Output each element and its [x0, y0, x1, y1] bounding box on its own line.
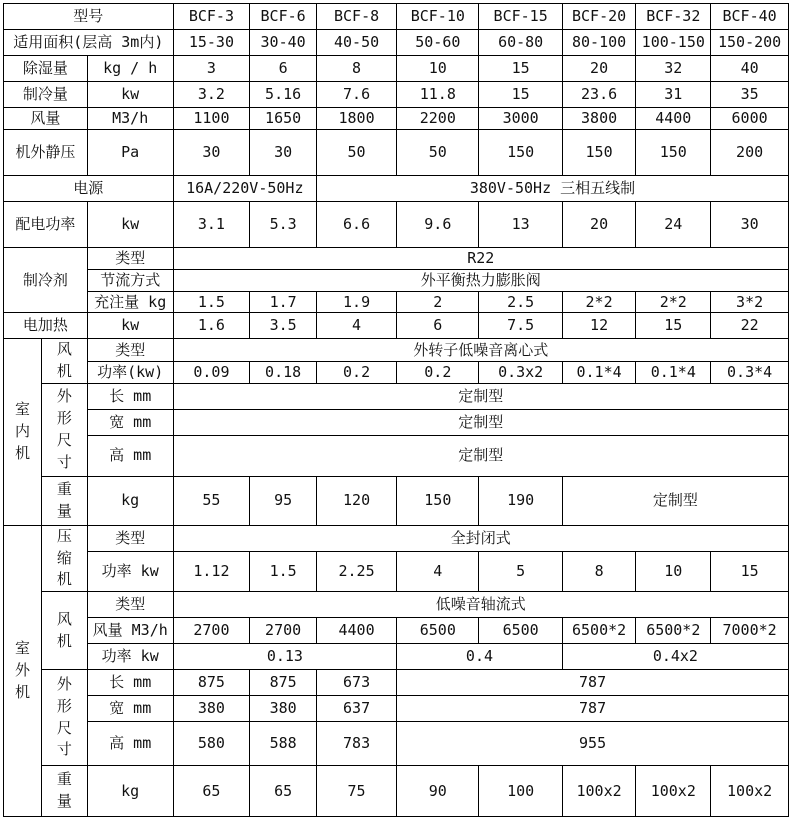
value-cell: 4400	[317, 618, 397, 644]
value-cell: 0.13	[173, 644, 397, 670]
value-cell: 3.5	[250, 313, 317, 339]
value-cell: 30	[711, 202, 789, 248]
row-label: 电源	[4, 176, 174, 202]
value-cell: 0.1*4	[562, 361, 636, 383]
value-cell: 3	[173, 56, 250, 82]
value-cell: 31	[636, 82, 711, 108]
model-header: BCF-15	[479, 4, 562, 30]
value-cell: 6.6	[317, 202, 397, 248]
value-cell: 低噪音轴流式	[173, 592, 788, 618]
value-cell: 4	[397, 551, 479, 591]
unit-label: kw	[87, 82, 173, 108]
value-cell: 80-100	[562, 30, 636, 56]
value-cell: 580	[173, 722, 250, 766]
value-cell: 75	[317, 766, 397, 817]
value-cell: 10	[636, 551, 711, 591]
row-label: 制冷剂	[4, 248, 88, 313]
table-row	[4, 670, 789, 696]
model-header: BCF-40	[711, 4, 789, 30]
table-row	[4, 383, 789, 409]
value-cell: 6500*2	[636, 618, 711, 644]
value-cell: 50	[317, 130, 397, 176]
models-label: 型号	[4, 4, 174, 30]
table-row	[4, 722, 789, 766]
value-cell: 定制型	[173, 409, 788, 435]
value-cell: 50-60	[397, 30, 479, 56]
value-cell: 100	[479, 766, 562, 817]
value-cell: 4	[317, 313, 397, 339]
value-cell: 15	[479, 56, 562, 82]
value-cell: 8	[317, 56, 397, 82]
value-cell: 955	[397, 722, 789, 766]
value-cell: 15	[636, 313, 711, 339]
value-cell: 787	[397, 670, 789, 696]
value-cell: 外转子低噪音离心式	[173, 339, 788, 361]
value-cell: 6500	[479, 618, 562, 644]
value-cell: 875	[250, 670, 317, 696]
value-cell: 40	[711, 56, 789, 82]
spec-table-body	[4, 4, 789, 817]
row-label: 外形尺寸	[42, 383, 88, 476]
unit-label: 功率 kw	[87, 644, 173, 670]
table-row	[4, 202, 789, 248]
value-cell: 3.1	[173, 202, 250, 248]
table-row	[4, 696, 789, 722]
value-cell: 100x2	[636, 766, 711, 817]
value-cell: 100x2	[562, 766, 636, 817]
value-cell: 32	[636, 56, 711, 82]
unit-label: M3/h	[87, 108, 173, 130]
value-cell: 13	[479, 202, 562, 248]
value-cell: 7000*2	[711, 618, 789, 644]
model-header: BCF-3	[173, 4, 250, 30]
unit-label: 节流方式	[87, 269, 173, 291]
table-row	[4, 435, 789, 476]
value-cell: 15-30	[173, 30, 250, 56]
value-cell: 6500	[397, 618, 479, 644]
unit-label: 类型	[87, 525, 173, 551]
value-cell: 35	[711, 82, 789, 108]
unit-label: kg	[87, 476, 173, 525]
table-row	[4, 409, 789, 435]
row-label: 适用面积(层高 3m内)	[4, 30, 174, 56]
value-cell: 30	[250, 130, 317, 176]
unit-label: Pa	[87, 130, 173, 176]
unit-label: 类型	[87, 592, 173, 618]
value-cell: 3*2	[711, 291, 789, 313]
value-cell: 定制型	[173, 383, 788, 409]
value-cell: 2	[397, 291, 479, 313]
value-cell: 20	[562, 202, 636, 248]
value-cell: 65	[250, 766, 317, 817]
value-cell: 9.6	[397, 202, 479, 248]
value-cell: 150	[636, 130, 711, 176]
value-cell: 150	[562, 130, 636, 176]
model-header: BCF-32	[636, 4, 711, 30]
value-cell: 787	[397, 696, 789, 722]
value-cell: 2200	[397, 108, 479, 130]
model-header: BCF-20	[562, 4, 636, 30]
table-row	[4, 592, 789, 618]
row-label: 风机	[42, 592, 88, 670]
spec-table	[3, 3, 789, 817]
table-row	[4, 361, 789, 383]
table-row	[4, 269, 789, 291]
row-label: 配电功率	[4, 202, 88, 248]
model-header: BCF-8	[317, 4, 397, 30]
value-cell: 783	[317, 722, 397, 766]
unit-label: 长 mm	[87, 670, 173, 696]
value-cell: 2*2	[636, 291, 711, 313]
value-cell: 6	[250, 56, 317, 82]
value-cell: 40-50	[317, 30, 397, 56]
value-cell: 22	[711, 313, 789, 339]
value-cell: 150	[479, 130, 562, 176]
unit-label: 高 mm	[87, 435, 173, 476]
row-label: 除湿量	[4, 56, 88, 82]
value-cell: 30-40	[250, 30, 317, 56]
value-cell: 1650	[250, 108, 317, 130]
value-cell: 2700	[250, 618, 317, 644]
value-cell: 1.5	[173, 291, 250, 313]
value-cell: 全封闭式	[173, 525, 788, 551]
value-cell: 2*2	[562, 291, 636, 313]
value-cell: 15	[479, 82, 562, 108]
value-cell: 0.2	[317, 361, 397, 383]
value-cell: 380	[250, 696, 317, 722]
value-cell: 60-80	[479, 30, 562, 56]
value-cell: 380V-50Hz 三相五线制	[317, 176, 789, 202]
value-cell: 2.25	[317, 551, 397, 591]
table-row	[4, 291, 789, 313]
value-cell: 100-150	[636, 30, 711, 56]
unit-label: kw	[87, 313, 173, 339]
unit-label: 类型	[87, 339, 173, 361]
value-cell: 90	[397, 766, 479, 817]
row-label: 电加热	[4, 313, 88, 339]
value-cell: 637	[317, 696, 397, 722]
section-label: 室内机	[4, 339, 42, 526]
unit-label: 高 mm	[87, 722, 173, 766]
value-cell: 4400	[636, 108, 711, 130]
value-cell: 0.3*4	[711, 361, 789, 383]
unit-label: 充注量 kg	[87, 291, 173, 313]
value-cell: 200	[711, 130, 789, 176]
value-cell: 1.6	[173, 313, 250, 339]
value-cell: 100x2	[711, 766, 789, 817]
table-row	[4, 476, 789, 525]
unit-label: 类型	[87, 248, 173, 270]
unit-label: kg / h	[87, 56, 173, 82]
value-cell: 6500*2	[562, 618, 636, 644]
value-cell: 24	[636, 202, 711, 248]
unit-label: 宽 mm	[87, 696, 173, 722]
value-cell: 0.4	[397, 644, 563, 670]
row-label: 机外静压	[4, 130, 88, 176]
row-label: 制冷量	[4, 82, 88, 108]
value-cell: 1800	[317, 108, 397, 130]
table-row	[4, 766, 789, 817]
value-cell: 8	[562, 551, 636, 591]
table-row	[4, 313, 789, 339]
table-row	[4, 56, 789, 82]
value-cell: 55	[173, 476, 250, 525]
unit-label: 功率(kw)	[87, 361, 173, 383]
table-row	[4, 618, 789, 644]
value-cell: 定制型	[562, 476, 788, 525]
value-cell: 5.3	[250, 202, 317, 248]
unit-label: 功率 kw	[87, 551, 173, 591]
value-cell: 16A/220V-50Hz	[173, 176, 316, 202]
value-cell: 0.4x2	[562, 644, 788, 670]
value-cell: 23.6	[562, 82, 636, 108]
value-cell: 11.8	[397, 82, 479, 108]
value-cell: 15	[711, 551, 789, 591]
value-cell: 1.12	[173, 551, 250, 591]
value-cell: 380	[173, 696, 250, 722]
value-cell: 1100	[173, 108, 250, 130]
value-cell: 0.09	[173, 361, 250, 383]
unit-label: 长 mm	[87, 383, 173, 409]
value-cell: 150	[397, 476, 479, 525]
table-row	[4, 525, 789, 551]
row-label: 外形尺寸	[42, 670, 88, 766]
row-label: 压缩机	[42, 525, 88, 591]
value-cell: 20	[562, 56, 636, 82]
value-cell: 588	[250, 722, 317, 766]
value-cell: 190	[479, 476, 562, 525]
table-row	[4, 82, 789, 108]
value-cell: 10	[397, 56, 479, 82]
table-row	[4, 644, 789, 670]
value-cell: 2.5	[479, 291, 562, 313]
value-cell: 5	[479, 551, 562, 591]
value-cell: 1.5	[250, 551, 317, 591]
model-header: BCF-6	[250, 4, 317, 30]
row-label: 风机	[42, 339, 88, 384]
unit-label: 风量 M3/h	[87, 618, 173, 644]
value-cell: 5.16	[250, 82, 317, 108]
value-cell: 95	[250, 476, 317, 525]
unit-label: 宽 mm	[87, 409, 173, 435]
value-cell: 65	[173, 766, 250, 817]
table-row	[4, 108, 789, 130]
table-row	[4, 130, 789, 176]
table-row	[4, 30, 789, 56]
unit-label: kw	[87, 202, 173, 248]
value-cell: 50	[397, 130, 479, 176]
value-cell: 3000	[479, 108, 562, 130]
row-label: 风量	[4, 108, 88, 130]
value-cell: 3800	[562, 108, 636, 130]
value-cell: R22	[173, 248, 788, 270]
table-row	[4, 339, 789, 361]
value-cell: 875	[173, 670, 250, 696]
value-cell: 6000	[711, 108, 789, 130]
value-cell: 0.2	[397, 361, 479, 383]
value-cell: 1.9	[317, 291, 397, 313]
value-cell: 2700	[173, 618, 250, 644]
value-cell: 0.1*4	[636, 361, 711, 383]
unit-label: kg	[87, 766, 173, 817]
model-header: BCF-10	[397, 4, 479, 30]
value-cell: 3.2	[173, 82, 250, 108]
value-cell: 定制型	[173, 435, 788, 476]
value-cell: 6	[397, 313, 479, 339]
value-cell: 1.7	[250, 291, 317, 313]
table-row	[4, 248, 789, 270]
section-label: 室外机	[4, 525, 42, 816]
value-cell: 7.6	[317, 82, 397, 108]
row-label: 重量	[42, 766, 88, 817]
value-cell: 外平衡热力膨胀阀	[173, 269, 788, 291]
value-cell: 0.3x2	[479, 361, 562, 383]
value-cell: 150-200	[711, 30, 789, 56]
value-cell: 30	[173, 130, 250, 176]
value-cell: 673	[317, 670, 397, 696]
table-row	[4, 551, 789, 591]
table-row	[4, 176, 789, 202]
value-cell: 7.5	[479, 313, 562, 339]
row-label: 重量	[42, 476, 88, 525]
table-row	[4, 4, 789, 30]
value-cell: 120	[317, 476, 397, 525]
value-cell: 12	[562, 313, 636, 339]
value-cell: 0.18	[250, 361, 317, 383]
